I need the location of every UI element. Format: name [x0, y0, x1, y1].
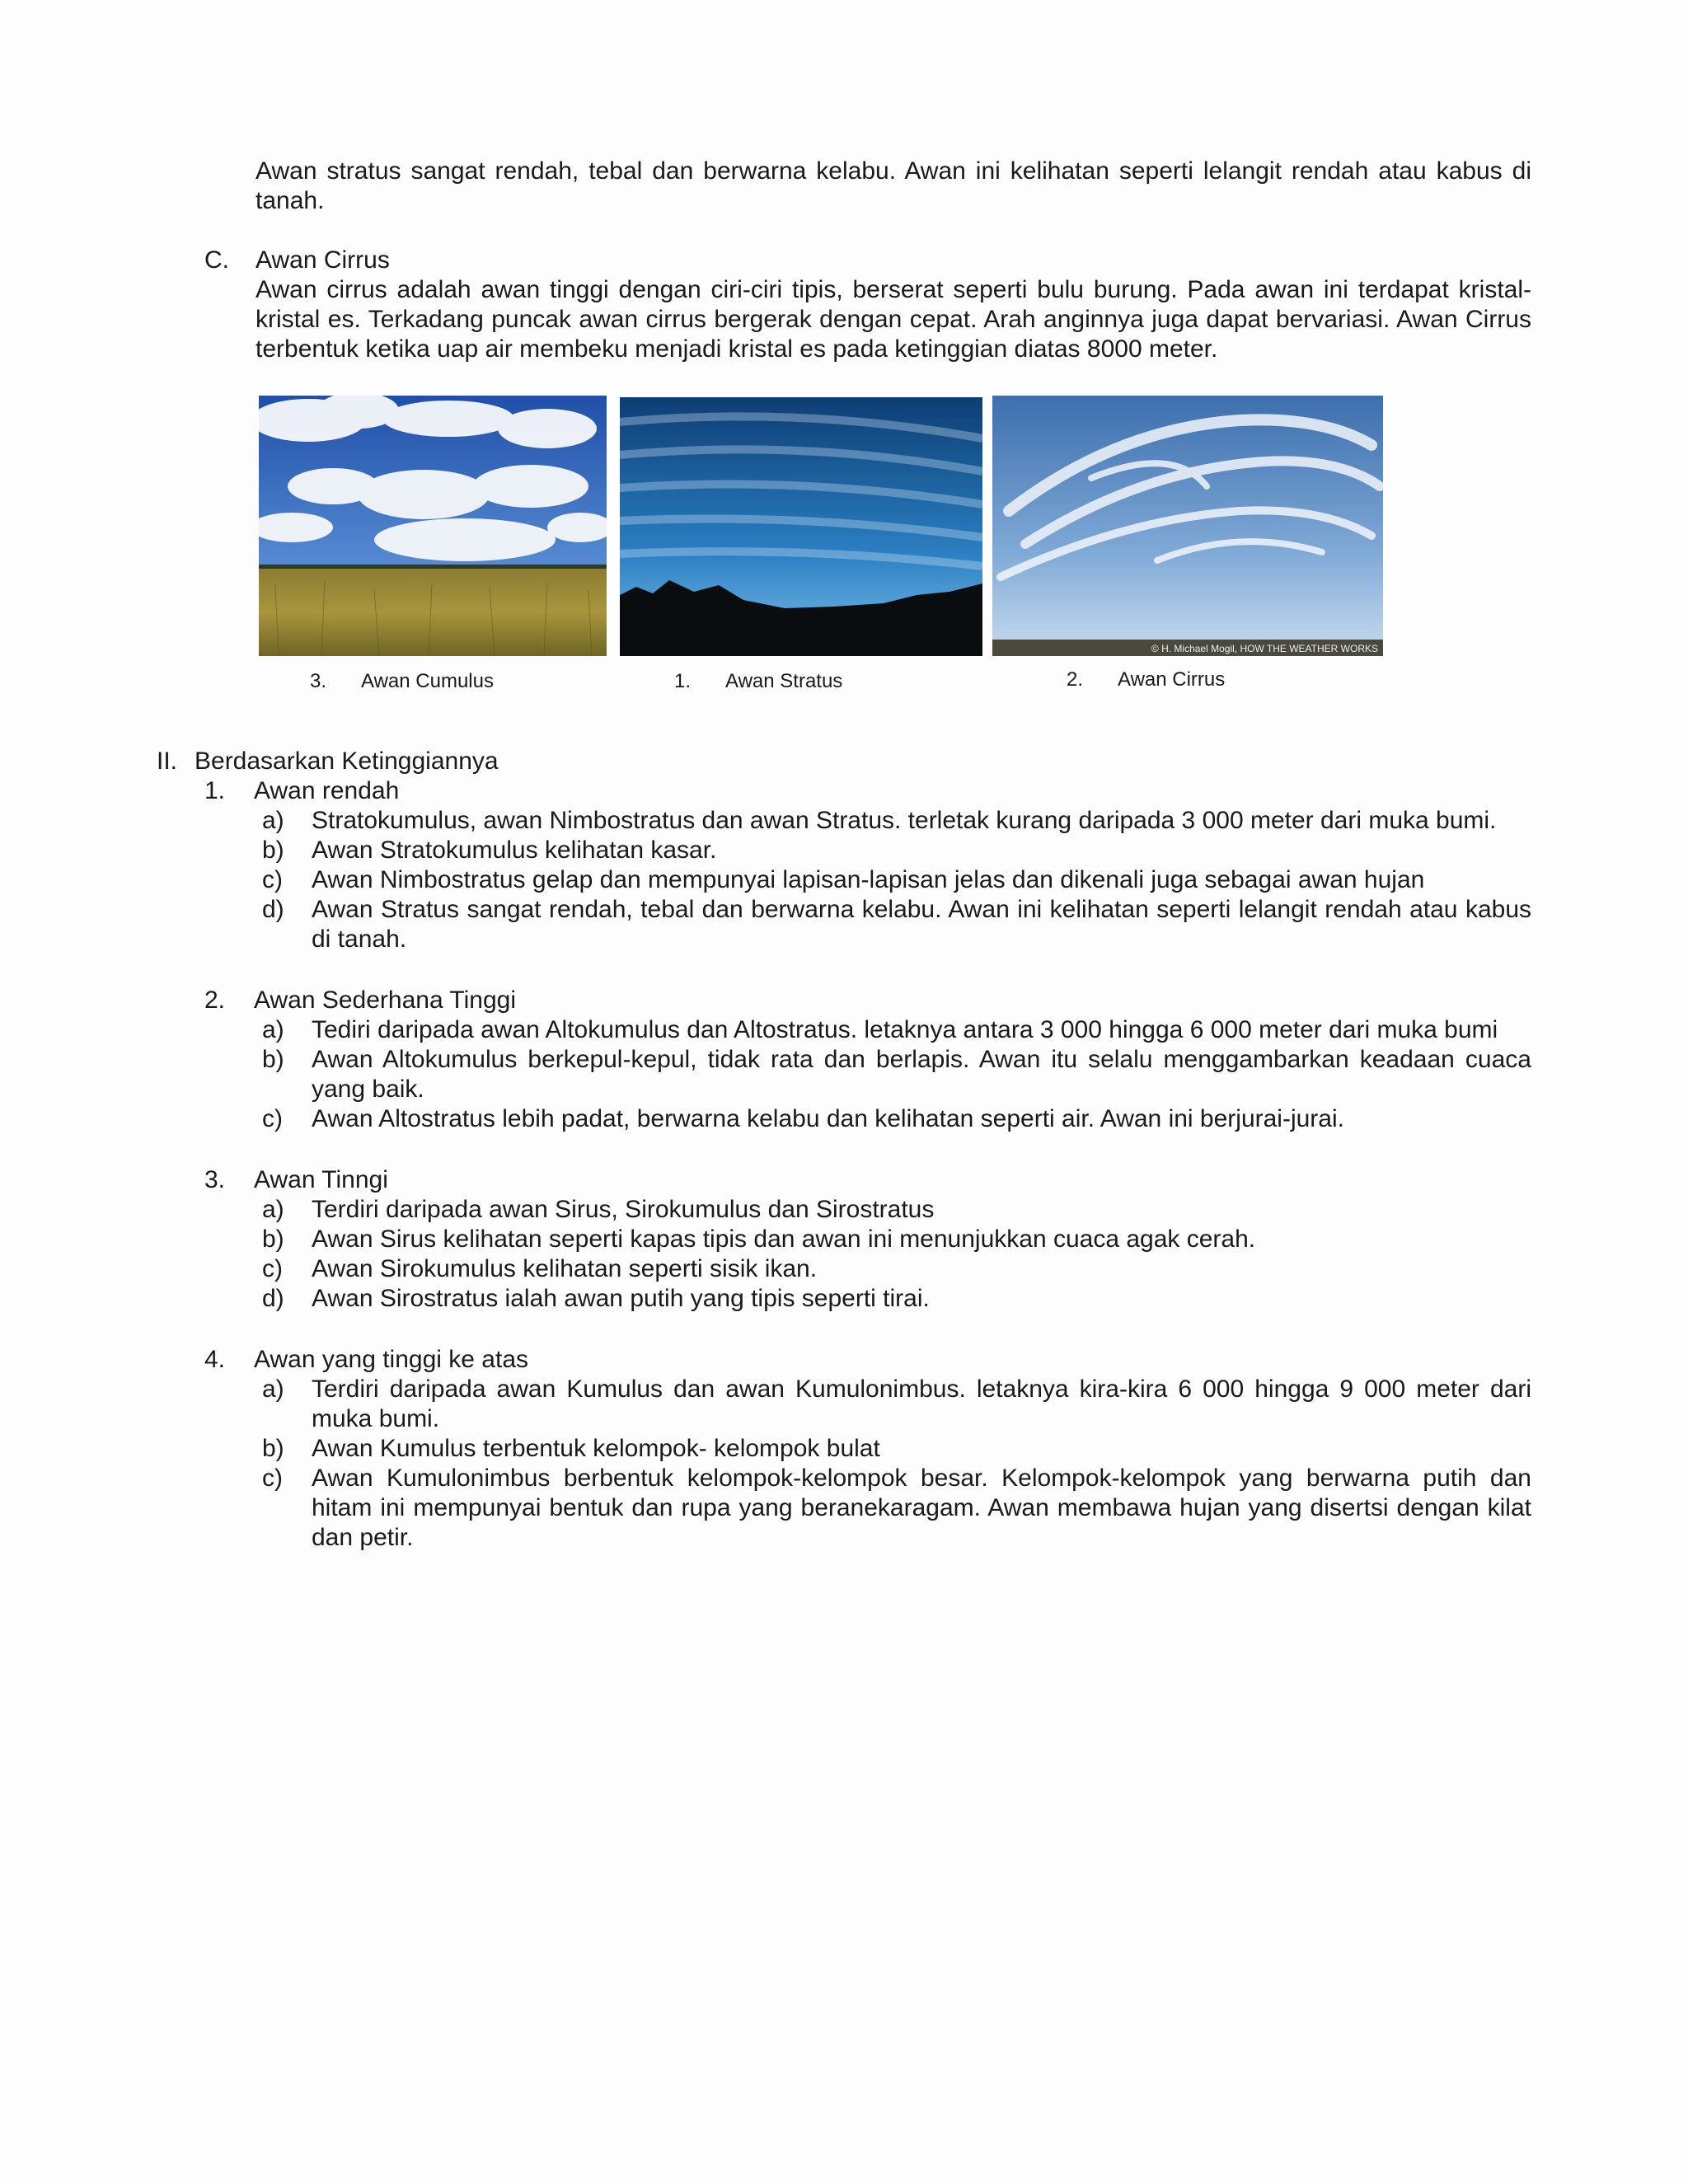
caption-cirrus: [1067, 668, 1225, 692]
cirrus-letter: C.: [204, 246, 229, 274]
cirrus-photo: [992, 396, 1383, 656]
group-number: 3.: [204, 1166, 226, 1193]
cirrus-title: Awan Cirrus: [256, 246, 390, 274]
group-number: 4.: [204, 1346, 226, 1373]
document-page: Awan stratus sangat rendah, tebal dan berwarna kelabu. Awan ini kelihatan seperti lelangit rendah atau kabus di tanah. C. Awan Cirrus Awan cirrus adalah awan tinggi dengan ciri-ciri tipis, berserat seperti bulu burung. Pada awan ini terdapat kristal-kristal es. Terkadang puncak awan cirrus bergerak dengan cepat. Arah anginnya juga dapat bervariasi. Awan Cirrus terbentuk ketika uap air membeku menjadi kristal es pada ketinggian diatas 8000 meter. © H. Michael Mogil, HOW THE WEATHER WORKS 3. Awan Cumulus 1. Awan Stratus 2. Awan Cirrus II. Berdasarkan Ketinggiannya 1. Awan rendah a) Stratokumulus, awan Nimbostratus dan awan Stratus. terletak kurang daripada 3 000 meter dari muka bumi. b) Awan Stratokumulus kelihatan kasar. c) Awan Nimbostratus gelap dan mempunyai lapisan-lapisan jelas dan dikenali juga sebagai awan hujan d) Awan Stratus sangat rendah, tebal dan berwarna kelabu. Awan ini kelihatan seperti lelangit rendah atau kabus di tanah. 2. Awan Sederhana Tinggi a) Tediri daripada awan Altokumulus dan Altostratus. letaknya antara 3 000 hingga 6 000 meter dari muka bumi b) Awan Altokumulus berkepul-kepul, tidak rata dan berlapis. Awan itu selalu menggambarkan keadaan cuaca yang baik. c) Awan Altostratus lebih padat, berwarna kelabu dan kelihatan seperti air. Awan ini berjurai-jurai. 3. Awan Tinngi a) Terdiri daripada awan Sirus, Sirokumulus dan Sirostratus b) Awan Sirus kelihatan seperti kapas tipis dan awan ini menunjukkan cuaca agak cerah. c) Awan Sirokumulus kelihatan seperti sisik ikan. d) Awan Sirostratus ialah awan putih yang tipis seperti tirai. 4. Awan yang tinggi ke atas a) Terdiri daripada awan Kumulus dan awan Kumulonimbus. letaknya kira-kira 6 000 hingga 9 000 meter dari muka bumi. b) Awan Kumulus terbentuk kelompok- kelompok bulat c) Awan Kumulonimbus berbentuk kelompok-kelompok besar. Kelompok-kelompok yang berwarna putih dan hitam ini mempunyai bentuk dan rupa yang beranekaragam. Awan membawa hujan yang disertsi dengan kilat dan petir.: [157, 157, 1531, 1551]
cumulus-photo: [259, 396, 607, 656]
stratus-description: Awan stratus sangat rendah, tebal dan berwarna kelabu. Awan ini kelihatan seperti lelangit rendah atau kabus di tanah.: [256, 157, 1531, 214]
group-title: Awan yang tinggi ke atas: [254, 1346, 529, 1373]
group-number: 1.: [204, 777, 226, 804]
section-numeral: II.: [157, 748, 178, 775]
caption-stratus: [674, 669, 842, 694]
group-number: 2.: [204, 987, 226, 1014]
caption-number: 1.: [674, 670, 692, 692]
group-title: Awan Tinngi: [254, 1166, 388, 1193]
caption-number: 3.: [310, 670, 327, 692]
caption-text: Awan Stratus: [725, 670, 843, 692]
caption-cumulus: [310, 669, 494, 694]
stratus-photo: [620, 397, 982, 656]
group-title: Awan rendah: [254, 777, 400, 804]
caption-text: Awan Cirrus: [1118, 668, 1226, 691]
group-title: Awan Sederhana Tinggi: [254, 987, 517, 1014]
caption-text: Awan Cumulus: [361, 670, 494, 692]
caption-number: 2.: [1067, 668, 1084, 691]
photo-credit: © H. Michael Mogil, HOW THE WEATHER WORKS: [1151, 643, 1378, 654]
section-title: Berdasarkan Ketinggiannya: [195, 748, 499, 775]
cirrus-description: Awan cirrus adalah awan tinggi dengan ciri-ciri tipis, berserat seperti bulu burung. Pada awan ini terdapat kristal-kristal es. Terkadang puncak awan cirrus bergerak dengan cepat. Arah anginnya juga dapat bervariasi. Awan Cirrus terbentuk ketika uap air membeku menjadi kristal es pada ketinggian diatas 8000 meter.: [256, 276, 1531, 363]
